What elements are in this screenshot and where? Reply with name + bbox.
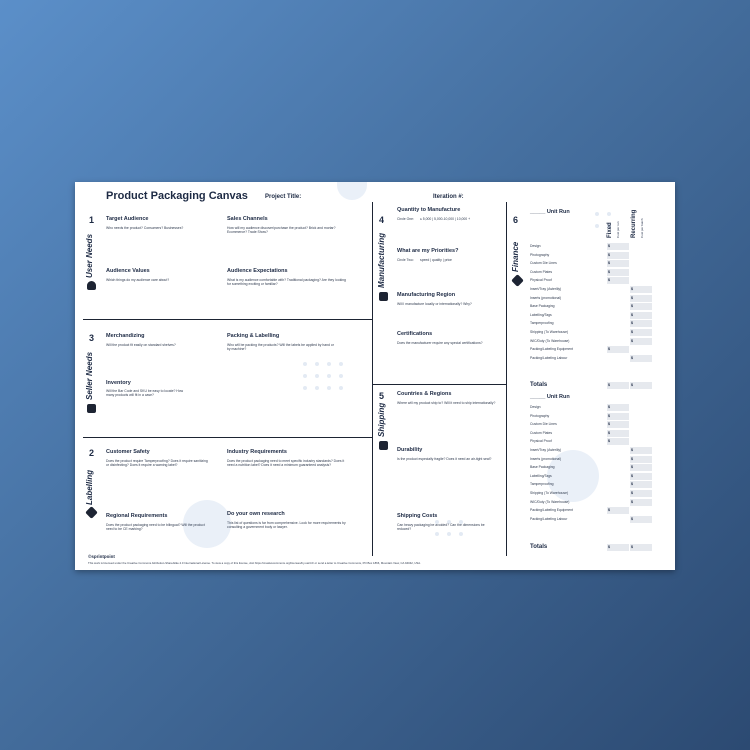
- dollar-sign: $: [608, 278, 610, 283]
- iteration-label: Iteration #:: [433, 194, 464, 200]
- dollar-sign: $: [608, 508, 610, 513]
- price-tag-icon: [511, 274, 524, 287]
- recurring-cost-cell[interactable]: [630, 447, 652, 454]
- decor-dot: [339, 386, 343, 390]
- recurring-column-label: Recurring: [631, 209, 637, 238]
- dollar-sign: $: [608, 545, 610, 549]
- dollar-sign: $: [608, 244, 610, 248]
- finance-row: [530, 430, 655, 437]
- finance-row: [530, 312, 655, 319]
- question-sales-channels: How will my audience discover/purchase the product? Brick and mortar? Ecommerce? Trade Show?: [227, 226, 336, 235]
- section-number: 5: [379, 391, 385, 401]
- finance-row-label: Packing/Labeling Labour: [530, 355, 568, 360]
- finance-row: [530, 303, 655, 310]
- heading-countries-regions: Countries & Regions: [397, 391, 452, 397]
- dollar-sign: $: [631, 499, 633, 504]
- recurring-cost-cell[interactable]: [630, 312, 652, 319]
- question-certifications: Does the manufacturer require any special certifications?: [397, 341, 483, 345]
- dollar-sign: $: [631, 304, 633, 309]
- dollar-sign: $: [608, 383, 610, 387]
- section-label-labelling: Labelling: [85, 469, 94, 505]
- decor-dot: [607, 212, 611, 216]
- finance-row-label: Packing/Labeling Labour: [530, 516, 568, 521]
- project-title-label: Project Title:: [265, 194, 302, 200]
- heading-merchandizing: Merchandizing: [106, 333, 145, 339]
- heading-sales-channels: Sales Channels: [227, 216, 268, 222]
- finance-row-label: Packing/Labeling Equipment: [530, 508, 573, 513]
- finance-row-label: Tamperproofing: [530, 482, 554, 487]
- decor-dot: [315, 362, 319, 366]
- fixed-cost-cell[interactable]: [607, 252, 629, 259]
- dollar-sign: $: [631, 383, 633, 387]
- question-regional-requirements: Does the product packaging need to be bilingual? Will the product need to be CE marking?: [106, 523, 205, 532]
- recurring-cost-cell[interactable]: [630, 490, 652, 497]
- question-manufacturing-region: Will I manufacture locally or internationally? Why?: [397, 302, 472, 306]
- dollar-sign: $: [631, 338, 633, 343]
- question-shipping-costs: Can heavy packaging be avoided? Can the dimensions be reduced?: [397, 523, 485, 532]
- recurring-cost-cell[interactable]: [630, 338, 652, 345]
- section-number: 3: [89, 333, 95, 343]
- total-recurring-cell[interactable]: [630, 382, 652, 389]
- dollar-sign: $: [608, 413, 610, 418]
- dollar-sign: $: [608, 269, 610, 274]
- finance-row-label: Base Packaging: [530, 465, 555, 470]
- dollar-sign: $: [608, 261, 610, 266]
- decor-dot: [327, 362, 331, 366]
- dollar-sign: $: [608, 405, 610, 409]
- dollar-sign: $: [608, 347, 610, 352]
- recurring-cost-cell[interactable]: [630, 499, 652, 506]
- recurring-cost-cell[interactable]: [630, 464, 652, 471]
- section-label-user-needs: User Needs: [85, 233, 94, 278]
- finance-row-label: Base Packaging: [530, 304, 555, 309]
- finance-row-label: Photography: [530, 252, 550, 257]
- finance-row: [530, 464, 655, 471]
- dollar-sign: $: [608, 422, 610, 427]
- section-number: 1: [89, 215, 95, 225]
- divider-line: [506, 202, 507, 556]
- dollar-sign: $: [631, 355, 633, 360]
- dollar-sign: $: [631, 295, 633, 300]
- finance-row: [530, 329, 655, 336]
- section-label-finance: Finance: [511, 241, 520, 272]
- fixed-cost-cell[interactable]: [607, 413, 629, 420]
- section-label-seller-needs: Seller Needs: [85, 351, 94, 400]
- decor-dot: [315, 374, 319, 378]
- finance-row: [530, 252, 655, 259]
- recurring-column-sub: Cost per batch: [640, 218, 644, 238]
- dollar-sign: $: [631, 482, 633, 487]
- finance-row: [530, 286, 655, 293]
- finance-row-label: Labelling/Tags: [530, 312, 552, 317]
- decor-dot: [327, 386, 331, 390]
- question-quantity: Circle One:: [397, 217, 414, 221]
- heading-target-audience: Target Audience: [106, 216, 149, 222]
- question-audience-expectations: What is my audience comfortable with? Traditional packaging? Are they looking for something exciting or familiar?: [227, 278, 346, 287]
- fixed-cost-cell[interactable]: [607, 260, 629, 267]
- finance-row-label: Tamperproofing: [530, 321, 554, 326]
- heading-inventory: Inventory: [106, 380, 131, 386]
- finance-row: [530, 413, 655, 420]
- box-icon: [379, 441, 388, 450]
- finance-row: [530, 481, 655, 488]
- totals-label: Totals: [530, 544, 548, 550]
- dollar-sign: $: [631, 287, 633, 291]
- finance-row: [530, 243, 655, 250]
- finance-row: [530, 473, 655, 480]
- finance-row-label: Physical Proof: [530, 278, 552, 283]
- section-number: 6: [513, 215, 519, 225]
- brand-logo: ©sprintpoint: [88, 554, 115, 559]
- fixed-cost-cell[interactable]: [607, 430, 629, 437]
- decor-dot: [315, 386, 319, 390]
- heading-certifications: Certifications: [397, 331, 433, 337]
- license-text: This work is licensed under the Creative Commons Attribution-ShareAlike 4.0 International License. To view a copy of this license, visit https://creativecommons.org/licenses/by-sa/4.0/ or send a letter to Creative Commons, PO Box 1866, Mountain View, CA 94042, USA.: [88, 561, 421, 565]
- finance-row: [530, 456, 655, 463]
- recurring-cost-cell[interactable]: [630, 456, 652, 463]
- decor-dot: [459, 532, 463, 536]
- finance-row: [530, 295, 655, 302]
- finance-row-label: Custom Die Lines: [530, 261, 557, 266]
- divider-line: [83, 319, 373, 320]
- decor-circle: [337, 182, 367, 200]
- finance-row-label: Custom Die Lines: [530, 422, 557, 427]
- total-recurring-cell[interactable]: [630, 544, 652, 551]
- finance-row: [530, 499, 655, 506]
- decor-dot: [303, 374, 307, 378]
- heading-customer-safety: Customer Safety: [106, 449, 150, 455]
- section-number: 2: [89, 448, 95, 458]
- finance-row-label: Inserts (promotional): [530, 295, 562, 300]
- fixed-cost-cell[interactable]: [607, 507, 629, 514]
- question-merchandizing: Will the product fit easily on standard shelves?: [106, 343, 176, 347]
- finance-row: [530, 490, 655, 497]
- dollar-sign: $: [631, 330, 633, 334]
- heading-priorities: What are my Priorities?: [397, 248, 459, 254]
- fixed-cost-cell[interactable]: [607, 346, 629, 353]
- finance-row: [530, 404, 655, 411]
- fixed-cost-cell[interactable]: [607, 438, 629, 445]
- heading-manufacturing-region: Manufacturing Region: [397, 292, 456, 298]
- decor-dot: [339, 362, 343, 366]
- section-label-manufacturing: Manufacturing: [377, 232, 386, 288]
- heading-industry-requirements: Industry Requirements: [227, 449, 287, 455]
- finance-row-label: Shipping (To Warehouse): [530, 491, 569, 495]
- finance-row-label: Packing/Labeling Equipment: [530, 347, 573, 352]
- recurring-cost-cell[interactable]: [630, 481, 652, 488]
- decor-dot: [447, 532, 451, 536]
- shop-icon: [87, 404, 96, 413]
- decor-dot: [303, 362, 307, 366]
- finance-row: [530, 447, 655, 454]
- total-fixed-cell[interactable]: [607, 382, 629, 389]
- finance-row-label: Physical Proof: [530, 439, 552, 444]
- question-customer-safety: Does the product require Tamperproofing? Does it require sanitizing or disinfecting? Does it require a warning label?: [106, 459, 208, 468]
- finance-row-label: Insert/Tray (Asterlily): [530, 448, 562, 452]
- factory-icon: [379, 292, 388, 301]
- recurring-cost-cell[interactable]: [630, 516, 652, 523]
- finance-row-label: Design: [530, 244, 541, 248]
- dollar-sign: $: [631, 312, 633, 317]
- dollar-sign: $: [608, 430, 610, 435]
- divider-line: [372, 384, 507, 385]
- question-packing-labelling: Who will be packing the products? Will the labels be applied by hand or by machine?: [227, 343, 334, 352]
- recurring-cost-cell[interactable]: [630, 295, 652, 302]
- unit-run-label: _____ Unit Run: [530, 209, 570, 215]
- fixed-cost-cell[interactable]: [607, 243, 629, 250]
- divider-line: [372, 202, 373, 556]
- heading-packing-labelling: Packing & Labelling: [227, 333, 280, 339]
- finance-row: [530, 277, 655, 284]
- recurring-cost-cell[interactable]: [630, 355, 652, 362]
- quantity-options: ≤ 5,000 | 5,000-10,000 | 10,000 +: [420, 217, 471, 221]
- question-inventory: Will the Bar Code and SKU be easy to locate? How many products will fit in a case?: [106, 389, 184, 398]
- finance-row: [530, 269, 655, 276]
- dollar-sign: $: [631, 321, 633, 326]
- finance-row: [530, 355, 655, 362]
- heading-quantity: Quantity to Manufacture: [397, 207, 461, 213]
- dollar-sign: $: [631, 456, 633, 461]
- canvas-sheet: [75, 182, 675, 570]
- finance-row-label: Custom Plates: [530, 430, 553, 435]
- finance-row-label: Custom Plates: [530, 269, 553, 274]
- decor-dot: [339, 374, 343, 378]
- finance-row-label: Photography: [530, 413, 550, 418]
- finance-row: [530, 438, 655, 445]
- finance-row: [530, 260, 655, 267]
- tag-icon: [85, 506, 98, 519]
- total-fixed-cell[interactable]: [607, 544, 629, 551]
- finance-row: [530, 320, 655, 327]
- question-industry-requirements: Does the product packaging need to meet specific industry standards? Does it need a nutrition label? Does it need a minimum guaranteed analysis?: [227, 459, 345, 468]
- heading-own-research: Do your own research: [227, 511, 285, 517]
- decor-dot: [595, 212, 599, 216]
- finance-row-label: WIC/Duty (To Warehouse): [530, 499, 570, 504]
- dollar-sign: $: [631, 473, 633, 478]
- heading-durability: Durability: [397, 447, 423, 453]
- dollar-sign: $: [608, 252, 610, 257]
- recurring-cost-cell[interactable]: [630, 303, 652, 310]
- fixed-cost-cell[interactable]: [607, 269, 629, 276]
- decor-dot: [303, 386, 307, 390]
- recurring-cost-cell[interactable]: [630, 286, 652, 293]
- priorities-options: speed | quality | price: [420, 258, 452, 262]
- fixed-cost-cell[interactable]: [607, 277, 629, 284]
- fixed-column-sub: Cost per run: [616, 221, 620, 238]
- recurring-cost-cell[interactable]: [630, 329, 652, 336]
- totals-label: Totals: [530, 382, 548, 388]
- finance-row: [530, 346, 655, 353]
- question-priorities: Circle Two:: [397, 258, 414, 262]
- dollar-sign: $: [631, 545, 633, 549]
- decor-dot: [595, 224, 599, 228]
- section-number: 4: [379, 215, 385, 225]
- finance-row-label: Design: [530, 405, 541, 409]
- finance-row: [530, 421, 655, 428]
- finance-row: [530, 338, 655, 345]
- recurring-cost-cell[interactable]: [630, 320, 652, 327]
- dollar-sign: $: [631, 465, 633, 470]
- divider-line: [83, 437, 373, 438]
- finance-row-label: Labelling/Tags: [530, 473, 552, 478]
- dollar-sign: $: [631, 491, 633, 495]
- recurring-cost-cell[interactable]: [630, 473, 652, 480]
- question-own-research: This list of questions is far from comprehensive. Look for more requirements by consulting a government body or lawyer.: [227, 521, 346, 530]
- finance-row-label: Insert/Tray (Asterlily): [530, 287, 562, 291]
- finance-row: [530, 507, 655, 514]
- decor-dot: [327, 374, 331, 378]
- question-durability: Is the product especially fragile? Does it need an air-tight seal?: [397, 457, 492, 461]
- fixed-column-label: Fixed: [607, 222, 613, 238]
- heading-shipping-costs: Shipping Costs: [397, 513, 438, 519]
- unit-run-label: _____ Unit Run: [530, 394, 570, 400]
- section-label-shipping: Shipping: [377, 402, 386, 437]
- fixed-cost-cell[interactable]: [607, 404, 629, 411]
- finance-row-label: WIC/Duty (To Warehouse): [530, 338, 570, 343]
- dollar-sign: $: [631, 516, 633, 521]
- finance-row: [530, 516, 655, 523]
- decor-dot: [435, 532, 439, 536]
- heading-audience-expectations: Audience Expectations: [227, 268, 288, 274]
- user-icon: [87, 281, 96, 290]
- heading-regional-requirements: Regional Requirements: [106, 513, 168, 519]
- fixed-cost-cell[interactable]: [607, 421, 629, 428]
- dollar-sign: $: [608, 439, 610, 444]
- canvas-title: Product Packaging Canvas: [106, 190, 248, 202]
- finance-row-label: Inserts (promotional): [530, 456, 562, 461]
- question-countries-regions: Where will my product ship to? Will it need to ship internationally?: [397, 401, 496, 405]
- question-target-audience: Who needs the product? Consumers? Businesses?: [106, 226, 184, 230]
- heading-audience-values: Audience Values: [106, 268, 150, 274]
- question-audience-values: Which things do my audience care about?: [106, 278, 170, 282]
- dollar-sign: $: [631, 448, 633, 452]
- finance-row-label: Shipping (To Warehouse): [530, 330, 569, 334]
